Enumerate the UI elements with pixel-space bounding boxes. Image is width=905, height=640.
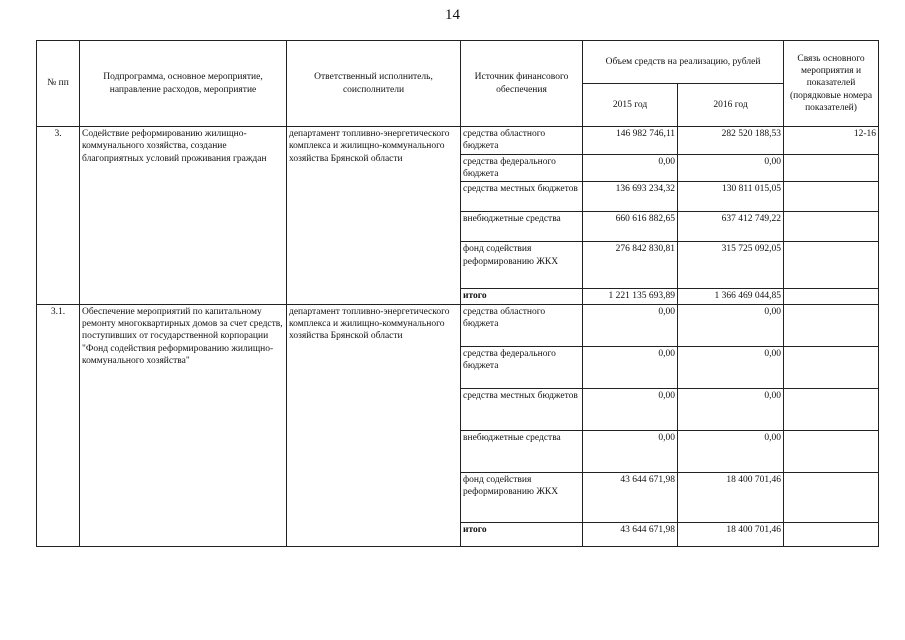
- indicator-cell: [784, 472, 879, 522]
- value-2016: 0,00: [678, 154, 784, 182]
- value-2015: 146 982 746,11: [583, 127, 678, 155]
- source-cell: средства местных бюджетов: [461, 182, 583, 212]
- indicator-cell: [784, 182, 879, 212]
- source-cell: фонд содействия реформированию ЖКХ: [461, 472, 583, 522]
- indicator-cell: [784, 289, 879, 304]
- indicator-cell: [784, 522, 879, 546]
- row-number: 3.1.: [37, 304, 80, 546]
- total-2015: 1 221 135 693,89: [583, 289, 678, 304]
- header-volume: Объем средств на реализацию, рублей: [583, 41, 784, 84]
- value-2016: 130 811 015,05: [678, 182, 784, 212]
- value-2015: 0,00: [583, 430, 678, 472]
- value-2016: 0,00: [678, 430, 784, 472]
- program-cell: Обеспечение мероприятий по капитальному ремонту многоквартирных домов за счет средств, поступивших от государственной корпорации "Фонд содействия реформированию жилищно-коммунального хозяйства": [80, 304, 287, 546]
- total-label: итого: [461, 522, 583, 546]
- value-2015: 0,00: [583, 346, 678, 388]
- indicator-cell: [784, 430, 879, 472]
- header-program: Подпрограмма, основное мероприятие, направление расходов, мероприятие: [80, 41, 287, 127]
- value-2015: 0,00: [583, 304, 678, 346]
- indicator-cell: [784, 388, 879, 430]
- value-2016: 0,00: [678, 346, 784, 388]
- program-cell: Содействие реформированию жилищно-коммунального хозяйства, создание благоприятных условий проживания граждан: [80, 127, 287, 305]
- table-row: [37, 304, 879, 346]
- indicator-cell: [784, 212, 879, 242]
- total-2015: 43 644 671,98: [583, 522, 678, 546]
- source-cell: средства федерального бюджета: [461, 154, 583, 182]
- header-year-2016: 2016 год: [678, 84, 784, 127]
- executor-cell: департамент топливно-энергетического комплекса и жилищно-коммунального хозяйства Брянской области: [287, 304, 461, 546]
- source-cell: средства федерального бюджета: [461, 346, 583, 388]
- value-2015: 276 842 830,81: [583, 242, 678, 289]
- indicator-cell: [784, 242, 879, 289]
- value-2015: 0,00: [583, 388, 678, 430]
- source-cell: фонд содействия реформированию ЖКХ: [461, 242, 583, 289]
- table-row: [37, 127, 879, 155]
- value-2015: 660 616 882,65: [583, 212, 678, 242]
- source-cell: средства местных бюджетов: [461, 388, 583, 430]
- total-2016: 1 366 469 044,85: [678, 289, 784, 304]
- source-cell: средства областного бюджета: [461, 304, 583, 346]
- header-num: № пп: [37, 41, 80, 127]
- total-2016: 18 400 701,46: [678, 522, 784, 546]
- value-2016: 637 412 749,22: [678, 212, 784, 242]
- value-2015: 136 693 234,32: [583, 182, 678, 212]
- value-2016: 0,00: [678, 388, 784, 430]
- total-label: итого: [461, 289, 583, 304]
- indicator-cell: [784, 154, 879, 182]
- header-executor: Ответственный исполнитель, соисполнители: [287, 41, 461, 127]
- header-link: Связь основного мероприятия и показателей (порядковые номера показателей): [784, 41, 879, 127]
- value-2016: 282 520 188,53: [678, 127, 784, 155]
- page-number: 14: [445, 7, 460, 23]
- budget-table: [36, 40, 879, 547]
- value-2016: 0,00: [678, 304, 784, 346]
- source-cell: внебюджетные средства: [461, 212, 583, 242]
- indicator-cell: [784, 304, 879, 346]
- source-cell: внебюджетные средства: [461, 430, 583, 472]
- row-number: 3.: [37, 127, 80, 305]
- indicator-cell: 12-16: [784, 127, 879, 155]
- value-2016: 18 400 701,46: [678, 472, 784, 522]
- value-2016: 315 725 092,05: [678, 242, 784, 289]
- value-2015: 43 644 671,98: [583, 472, 678, 522]
- header-source: Источник финансового обеспечения: [461, 41, 583, 127]
- source-cell: средства областного бюджета: [461, 127, 583, 155]
- value-2015: 0,00: [583, 154, 678, 182]
- executor-cell: департамент топливно-энергетического комплекса и жилищно-коммунального хозяйства Брянской области: [287, 127, 461, 305]
- indicator-cell: [784, 346, 879, 388]
- header-year-2015: 2015 год: [583, 84, 678, 127]
